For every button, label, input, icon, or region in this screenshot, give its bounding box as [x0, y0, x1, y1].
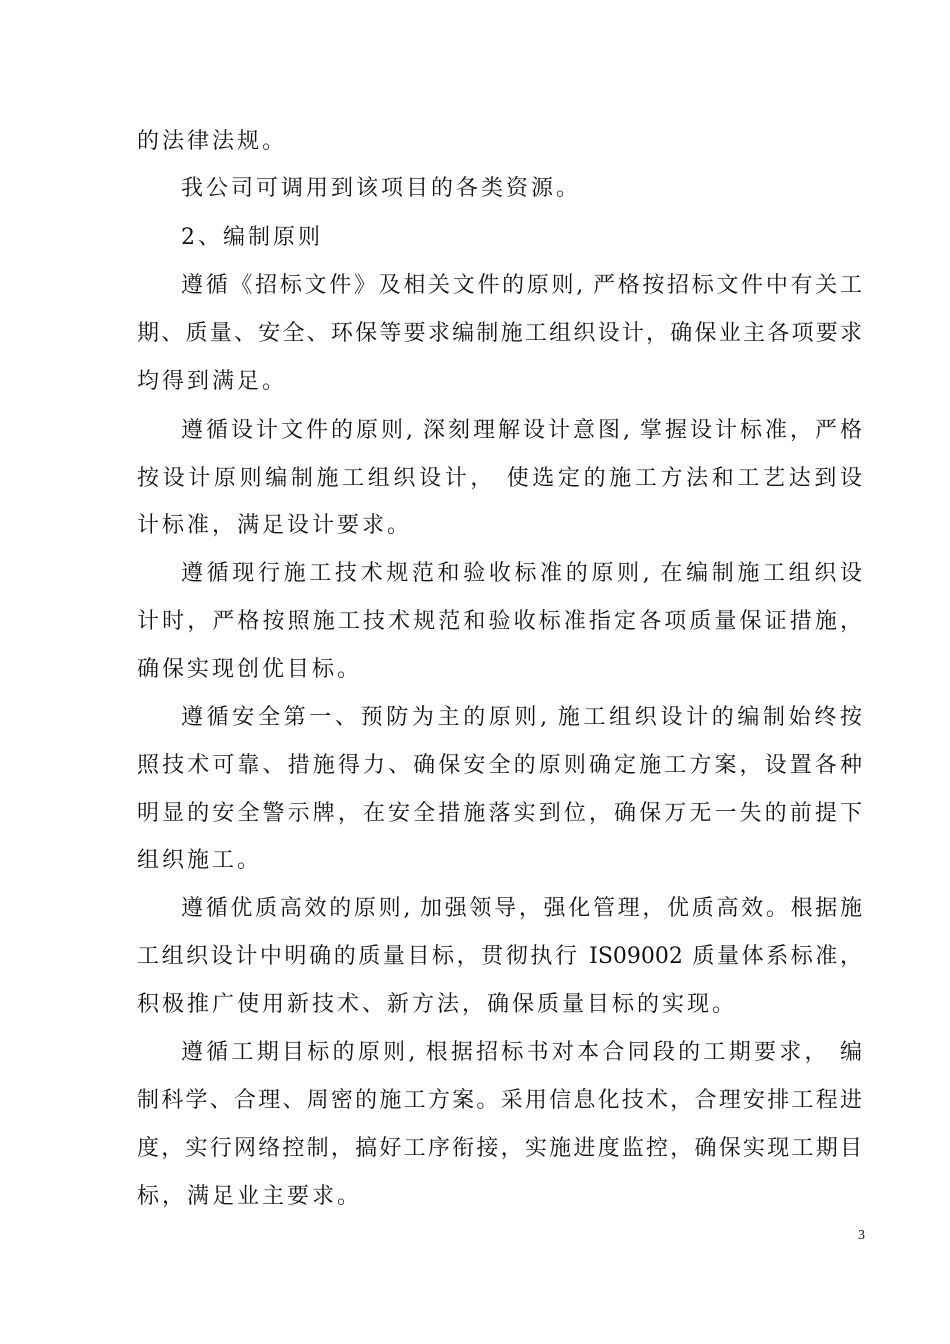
- text-line: 制科学、合理、周密的施工方案。采用信息化技术，合理安排工程进: [137, 1088, 862, 1113]
- text-line: 工组织设计中明确的质量目标，贯彻执行 IS09002 质量体系标准，: [137, 944, 862, 969]
- text-line: 照技术可靠、措施得力、确保安全的原则确定施工方案，设置各种: [137, 753, 862, 778]
- text-line: 计标准，满足设计要求。: [137, 513, 413, 538]
- text-line: 确保实现创优目标。: [137, 657, 363, 682]
- text-line: 度，实行网络控制，搞好工序衔接，实施进度监控，确保实现工期目: [137, 1136, 862, 1161]
- text-line: 明显的安全警示牌，在安全措施落实到位，确保万无一失的前提下: [137, 801, 862, 826]
- section-heading: 2、编制原则: [181, 225, 323, 250]
- text-line: 标，满足业主要求。: [137, 1184, 363, 1209]
- text-line: 均得到满足。: [137, 369, 288, 394]
- text-line: 计时，严格按照施工技术规范和验收标准指定各项质量保证措施，: [137, 609, 862, 634]
- text-line: 遵循工期目标的原则, 根据招标书对本合同段的工期要求， 编: [181, 1040, 862, 1065]
- text-line: 遵循现行施工技术规范和验收标准的原则, 在编制施工组织设: [181, 561, 862, 586]
- text-line: 遵循安全第一、预防为主的原则, 施工组织设计的编制始终按: [181, 705, 862, 730]
- text-line: 遵循设计文件的原则, 深刻理解设计意图, 掌握设计标准，严格: [181, 418, 862, 443]
- text-line: 我公司可调用到该项目的各类资源。: [181, 176, 582, 201]
- text-line: 组织施工。: [137, 848, 263, 873]
- page-number: 3: [858, 1228, 865, 1243]
- text-line: 遵循《招标文件》及相关文件的原则, 严格按招标文件中有关工: [181, 273, 862, 298]
- text-line: 按设计原则编制施工组织设计， 使选定的施工方法和工艺达到设: [137, 466, 862, 491]
- text-line: 的法律法规。: [137, 129, 288, 154]
- text-line: 期、质量、安全、环保等要求编制施工组织设计，确保业主各项要求: [137, 321, 862, 346]
- text-line: 积极推广使用新技术、新方法，确保质量目标的实现。: [137, 992, 738, 1017]
- text-line: 遵循优质高效的原则, 加强领导，强化管理，优质高效。根据施: [181, 896, 862, 921]
